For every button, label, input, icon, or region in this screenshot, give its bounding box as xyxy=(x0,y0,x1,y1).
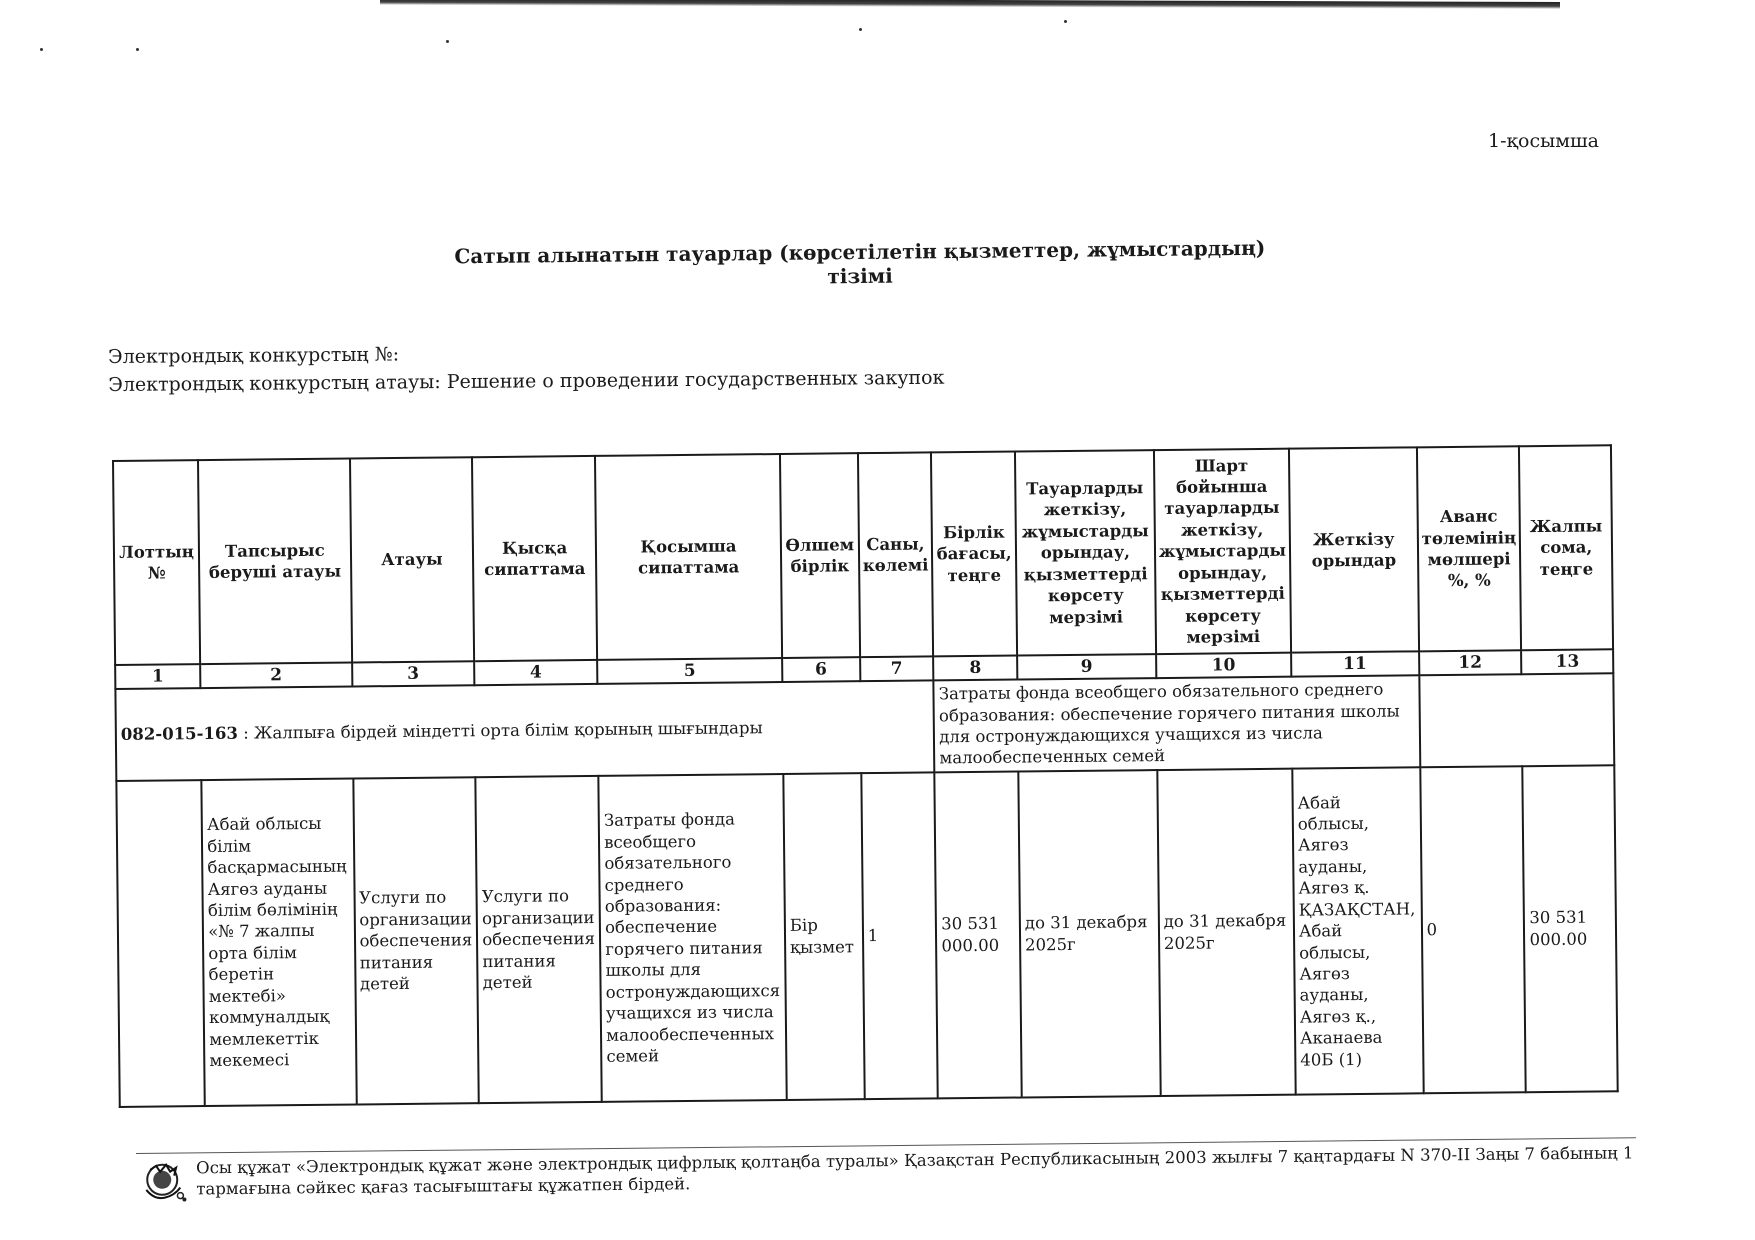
cell-delivery-term: до 31 декабря 2025г xyxy=(1018,770,1160,1097)
scan-top-edge xyxy=(380,0,1560,9)
emblem-seal-icon xyxy=(140,1159,188,1204)
cell-unit-price: 30 531 000.00 xyxy=(935,771,1022,1098)
budget-group-empty xyxy=(1419,673,1614,767)
budget-group-name-ru: Затраты фонда всеобщего обязательного среднего образования: обеспечение горячего питания школы для остронуждающихся учащихся из числа малообеспеченных семей xyxy=(934,675,1420,772)
contest-name-label: Электрондық конкурстың атауы: xyxy=(108,370,441,396)
cell-name: Услуги по организации обеспечения питания детей xyxy=(353,777,479,1104)
page-title: Сатып алынатын тауарлар (көрсетілетін қызметтер, жұмыстардың) тізімі xyxy=(454,235,1266,289)
budget-code: 082-015-163 xyxy=(120,723,239,745)
scan-speck xyxy=(136,48,139,51)
column-header: Қысқа сипаттама xyxy=(472,456,597,661)
column-number: 2 xyxy=(200,663,352,689)
scan-speck xyxy=(446,40,449,43)
scan-speck xyxy=(859,28,862,31)
column-number: 4 xyxy=(474,660,597,685)
contest-name-value: Решение о проведении государственных закупок xyxy=(446,366,945,393)
appendix-label: 1-қосымша xyxy=(1488,130,1599,152)
cell-qty: 1 xyxy=(861,772,938,1099)
cell-unit: Бір қызмет xyxy=(783,773,864,1100)
column-header: Өлшем бірлік xyxy=(780,453,860,658)
column-header: Тауарларды жеткізу, жұмыстарды орындау, қызметтерді көрсету мерзімі xyxy=(1015,450,1156,655)
column-number: 9 xyxy=(1017,654,1156,680)
budget-group-row xyxy=(115,673,1614,780)
cell-advance: 0 xyxy=(1420,766,1526,1093)
table-row xyxy=(116,765,1617,1107)
column-header: Жалпы сома, теңге xyxy=(1519,445,1613,650)
footer-legal-text: Осы құжат «Электрондық құжат және электрондық цифрлық қолтаңба туралы» Қазақстан Республикасының 2003 жылғы 7 қаңтардағы N 370-II Заңы 7 бабының 1 тармағына сәйкес қағаз тасығыштағы құжатпен бірдей. xyxy=(196,1143,1634,1199)
column-header: Шарт бойынша тауарларды жеткізу, жұмыстарды орындау, қызметтерді көрсету мерзімі xyxy=(1154,449,1291,654)
cell-customer: Абай облысы білім басқармасының Аягөз ауданы білім бөлімінің «№ 7 жалпы орта білім беретін мектебі» коммуналдық мемлекеттік мекемесі xyxy=(202,778,357,1106)
cell-lot-no xyxy=(116,780,205,1107)
column-number: 13 xyxy=(1522,649,1614,674)
column-header: Қосымша сипаттама xyxy=(595,454,782,660)
cell-total: 30 531 000.00 xyxy=(1523,765,1618,1092)
column-header: Бірлік бағасы, теңге xyxy=(931,452,1017,657)
scan-speck xyxy=(40,48,43,51)
column-number: 3 xyxy=(352,661,475,686)
column-header: Жеткізу орындар xyxy=(1289,447,1419,652)
column-number: 8 xyxy=(933,656,1017,681)
lots-table-sheet xyxy=(112,444,1619,1120)
column-number: 7 xyxy=(860,656,934,681)
budget-code-separator: : xyxy=(237,723,255,743)
column-header: Аванс төлемінің мөлшері %, % xyxy=(1417,446,1522,651)
column-number: 10 xyxy=(1156,653,1291,679)
column-number: 12 xyxy=(1419,650,1522,675)
budget-group-name-kz: Жалпыға бірдей міндетті орта білім қорының шығындары xyxy=(253,718,763,743)
contest-meta xyxy=(108,337,945,399)
column-header: Саны, көлемі xyxy=(858,452,934,657)
column-header: Атауы xyxy=(349,457,474,662)
cell-extra-desc: Затраты фонда всеобщего обязательного среднего образования: обеспечение горячего питания школы для остронуждающихся учащихся из числа малообеспеченных семей xyxy=(598,774,786,1102)
cell-short-desc: Услуги по организации обеспечения питания детей xyxy=(476,776,602,1103)
column-number: 6 xyxy=(782,657,860,682)
budget-group-kz xyxy=(115,681,934,781)
scan-speck xyxy=(1064,20,1067,23)
cell-delivery-place: Абай облысы, Аягөз ауданы, Аягөз қ. ҚАЗАҚСТАН, Абай облысы, Аягөз ауданы, Аягөз қ., Аканаева 40Б (1) xyxy=(1292,767,1423,1094)
table-header-row xyxy=(113,445,1613,665)
column-header: Тапсырыс беруші атауы xyxy=(198,459,351,665)
contest-number-label: Электрондық конкурстың №: xyxy=(108,343,400,368)
cell-contract-term: до 31 декабря 2025г xyxy=(1157,769,1296,1096)
column-number: 5 xyxy=(597,658,782,684)
column-header: Лоттың № xyxy=(113,460,200,665)
column-number: 11 xyxy=(1291,651,1419,676)
lots-table xyxy=(112,444,1619,1108)
column-number: 1 xyxy=(115,664,200,689)
